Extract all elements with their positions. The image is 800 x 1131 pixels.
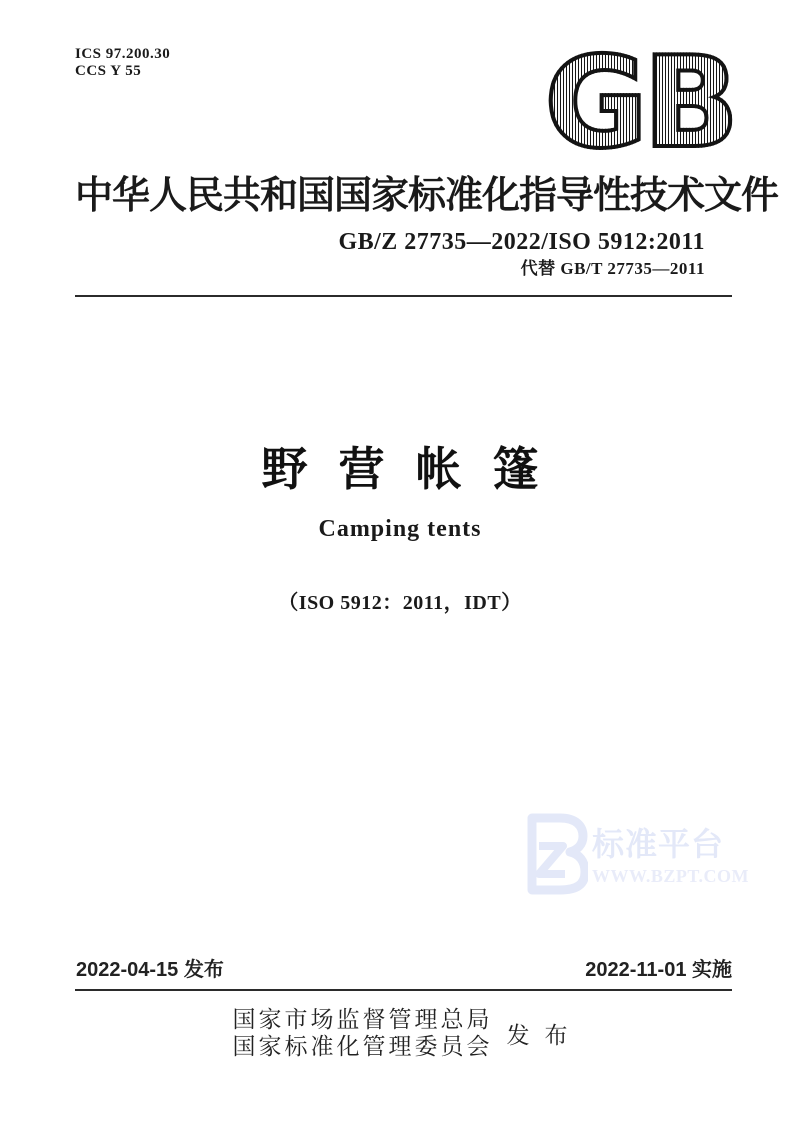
implementation-date: 2022-11-01 实施 — [585, 959, 732, 981]
gb-logo: GB — [544, 29, 734, 176]
title-chinese: 野营帐篷 — [261, 443, 570, 495]
idt-note: （ISO 5912：2011，IDT） — [278, 592, 522, 614]
watermark — [522, 812, 749, 896]
replaces-note: 代替 GB/T 27735—2011 — [520, 259, 705, 278]
watermark-site-name: 标准平台 — [592, 826, 725, 862]
publisher-block — [0, 1006, 800, 1060]
publisher-line-1: 国家市场监督管理总局 — [232, 1007, 493, 1032]
classification-codes — [75, 46, 170, 80]
top-divider — [75, 295, 732, 297]
document-category-title: 中华人民共和国国家标准化指导性技术文件 — [75, 175, 779, 217]
title-english: Camping tents — [318, 516, 482, 542]
watermark-site-url: WWW.BZPT.COM — [592, 866, 750, 886]
dates-row — [76, 957, 732, 983]
ccs-code: CCS Y 55 — [75, 63, 142, 79]
bzpt-logo-icon — [522, 812, 588, 896]
publisher-names — [233, 1006, 493, 1060]
release-date: 2022-04-15 发布 — [76, 959, 224, 981]
bottom-divider — [75, 989, 732, 991]
publisher-line-2: 国家标准化管理委员会 — [232, 1034, 493, 1059]
standard-number-block — [338, 228, 705, 279]
publish-label: 发布 — [506, 1022, 583, 1048]
watermark-text — [592, 812, 749, 886]
standard-code: GB/Z 27735—2022/ISO 5912:2011 — [338, 229, 705, 255]
ics-code: ICS 97.200.30 — [75, 46, 171, 62]
